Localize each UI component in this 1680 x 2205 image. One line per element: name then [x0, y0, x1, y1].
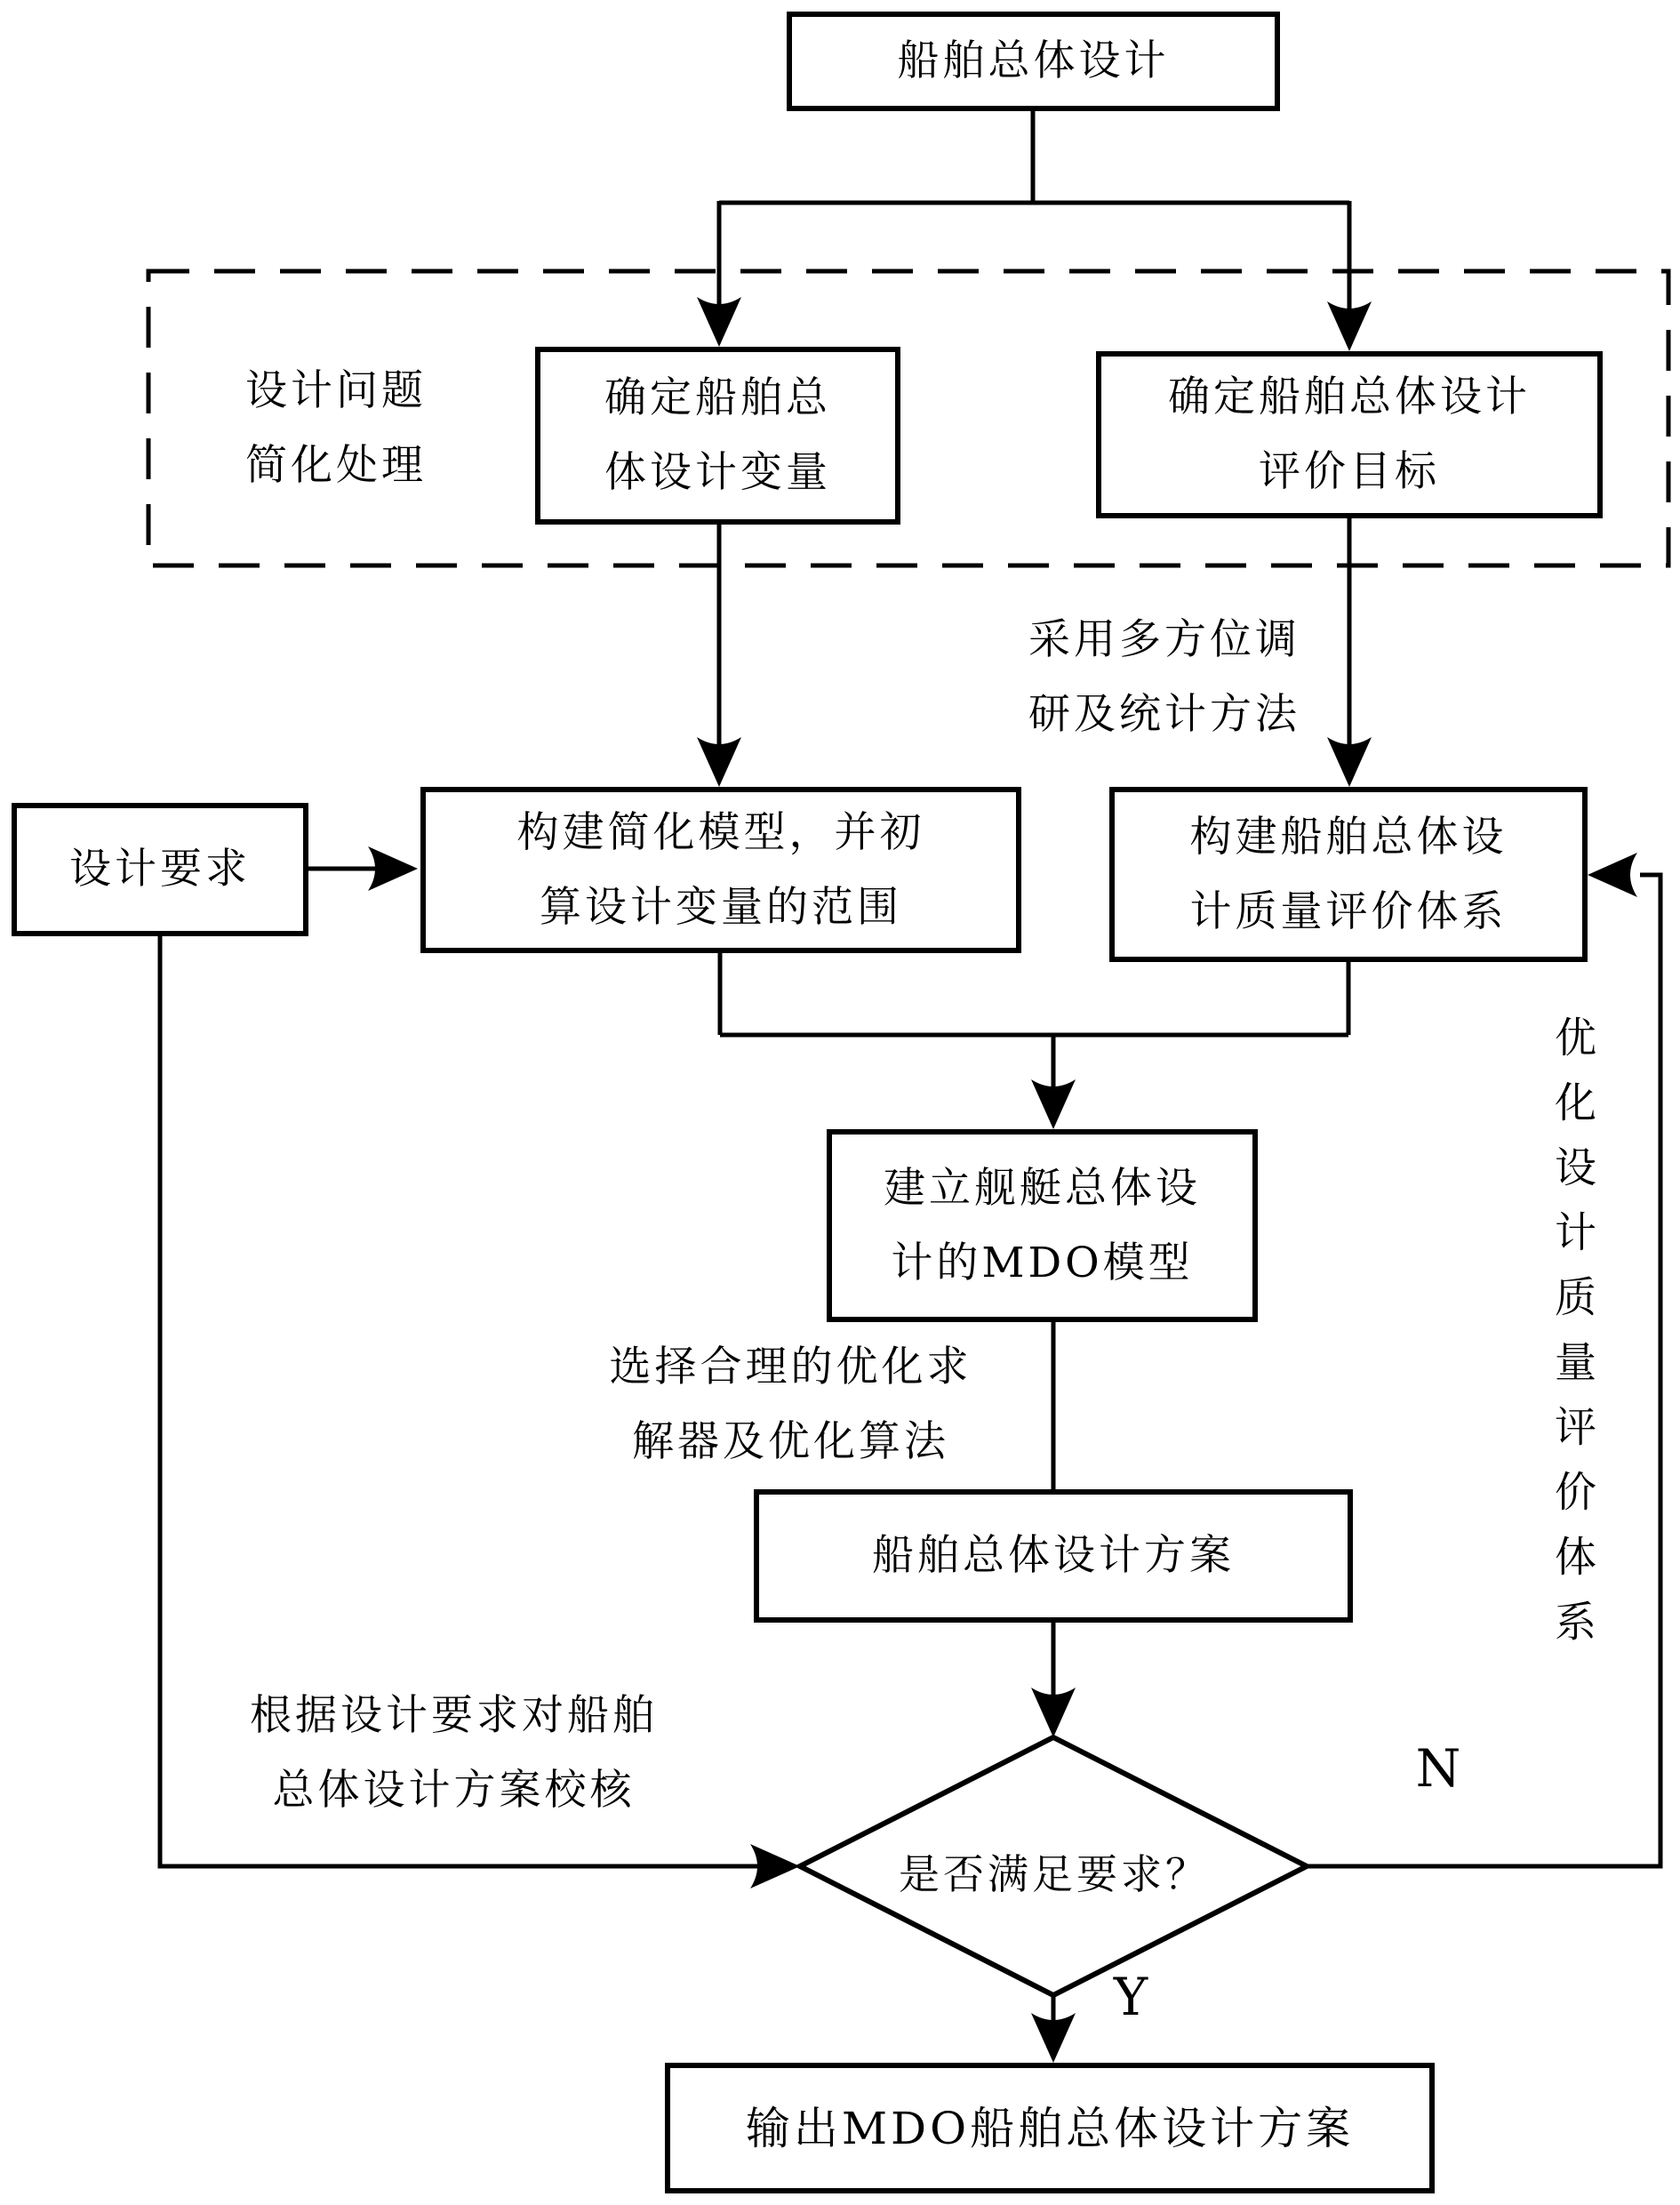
dashed-group-label-line1: 设计问题: [245, 366, 427, 415]
node-mdo-model-line2: 计的MDO模型: [891, 1238, 1194, 1287]
node-top: [787, 12, 1280, 111]
node-simplified-model-line2: 算设计变量的范围: [540, 882, 902, 932]
arrowhead-design-vars: [697, 297, 741, 347]
edge-label-no: N: [1415, 1738, 1461, 1799]
annotation-solver-line2: 解器及优化算法: [632, 1417, 949, 1466]
annotation-check: [203, 1679, 705, 1828]
arrowhead-model-left: [368, 846, 418, 891]
node-output: [665, 2063, 1435, 2193]
node-simplified-model-line1: 构建简化模型，并初: [516, 807, 925, 857]
node-mdo-model: [827, 1129, 1258, 1322]
dashed-group-label-line2: 简化处理: [245, 441, 427, 490]
arrowhead-eval-targets: [1327, 301, 1372, 351]
node-decision-label: 是否满足要求？: [899, 1850, 1210, 1898]
node-eval-targets-line2: 评价目标: [1259, 447, 1440, 496]
annotation-check-line2: 总体设计方案校核: [272, 1766, 636, 1815]
node-quality-system-line2: 计质量评价体系: [1189, 886, 1508, 936]
node-design-scheme: [754, 1489, 1353, 1623]
node-mdo-model-line1: 建立舰艇总体设: [884, 1163, 1201, 1213]
edge-label-yes: Y: [1113, 1967, 1148, 2027]
annotation-survey: [991, 603, 1338, 752]
annotation-survey-line1: 采用多方位调: [1028, 615, 1300, 664]
arrowhead-quality-right: [1588, 853, 1637, 897]
node-simplified-model: [420, 787, 1021, 953]
dashed-group-label: [212, 354, 460, 503]
node-design-vars-line2: 体设计变量: [604, 448, 831, 497]
annotation-solver-line1: 选择合理的优化求: [609, 1343, 972, 1391]
node-quality-system-line1: 构建船舶总体设: [1189, 812, 1508, 862]
arrowhead-output-top: [1031, 2013, 1076, 2063]
node-design-vars-line1: 确定船舶总: [604, 373, 831, 422]
node-output-label: 输出MDO船舶总体设计方案: [745, 2102, 1355, 2154]
node-design-vars: [535, 347, 900, 525]
node-eval-targets: [1096, 351, 1603, 518]
arrowhead-model-top: [697, 737, 741, 787]
annotation-survey-line2: 研及统计方法: [1028, 690, 1300, 739]
annotation-feedback-vertical: 优化设计质量评价体系: [1548, 1015, 1596, 1664]
arrowhead-mdo-top: [1031, 1079, 1076, 1129]
node-eval-targets-line1: 确定船舶总体设计: [1168, 373, 1531, 421]
node-top-label: 船舶总体设计: [897, 36, 1170, 85]
node-design-scheme-label: 船舶总体设计方案: [872, 1531, 1235, 1580]
arrowhead-decision-top: [1031, 1688, 1076, 1737]
edge-decision-no-feedback: [1307, 875, 1660, 1866]
annotation-check-line1: 根据设计要求对船舶: [250, 1691, 658, 1740]
arrowhead-decision-left: [750, 1844, 800, 1888]
annotation-solver: [566, 1330, 1015, 1479]
node-quality-system: [1109, 787, 1588, 962]
node-design-req-label: 设计要求: [69, 845, 251, 894]
node-design-req: [12, 803, 308, 936]
